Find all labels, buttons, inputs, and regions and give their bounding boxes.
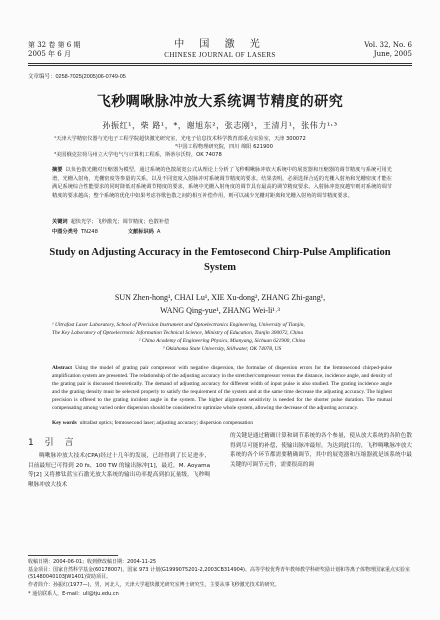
class-cn-label: 中图分类号: [52, 229, 78, 235]
paper-title-cn: 飞秒啁啾脉冲放大系统调节精度的研究: [96, 94, 344, 110]
footnote-contact: * 通信联系人，E-mail：ull@tju.edu.cn: [28, 591, 119, 597]
affiliation-cn-1: ¹天津大学精密仪器与光电子工程学院超快激光研究室，光电子信息技术科学教育部重点实验室，天津 300072: [54, 136, 306, 142]
section-heading-introduction: 1 引 言: [28, 438, 78, 448]
intro-column-left: 啁啾脉冲放大技术(CPA)经过十几年的发展，已经得到了长足进步，目前最短已可得到 20 fs，100 TW 的输出脉冲[1]，最近，M. Aoyama 等[2] 又将掺钛蓝宝石激光放大系统的输出功率提高到拍瓦量级。飞秒啁啾脉冲放大技术: [28, 453, 210, 488]
date-en: June, 2005: [373, 50, 412, 58]
affiliation-en-4: ³ Oklahoma State University, Stillwater, OK 74078, US: [162, 346, 282, 352]
keywords-en-text: ultrafast optics; femtosecond laser; adjusting accuracy; dispersion compensation: [79, 420, 253, 426]
keywords-cn-label: 关键词: [52, 219, 68, 225]
header-left: [28, 41, 81, 59]
header-rule: [28, 63, 412, 64]
affiliation-cn-3: ³美国俄克拉荷马州立大学电气与计算机工程系，斯蒂尔沃特，OK 74078: [54, 152, 222, 158]
intro-column-right: 的关键是通过精确计算和调节系统的各个参量，使从放大系统的各阶色散得到尽可能的补偿，使输出脉冲最短。为达到此目的，飞秒啁啾脉冲放大系统的各个环节都需要精确调节，其中的展宽器和压缩器就是该系统中最关键的可调节元件，需要很高的调: [230, 433, 412, 468]
abstract-cn: [52, 166, 392, 200]
footnote-rule: [28, 555, 118, 556]
abstract-cn-label: 摘要: [52, 167, 63, 173]
affiliation-en-3: ² China Academy of Engineering Physics, Mianyang, Sichuan 621900, China: [138, 338, 306, 344]
header-right: [364, 41, 412, 59]
journal-title-en: CHINESE JOURNAL OF LASERS: [164, 51, 276, 59]
keywords-en: [52, 420, 392, 426]
abstract-en-text: Using the model of grating pair compressor with negative dispersion, the formulae of dispersion errors for the femtosecond chirped-pulse amplification system are presented. The relationship of the adjusting accuracy in the stretcher/compressor versus the distance, incidence angle, and density of the grating pair is discussed theoretically. The demand of adjusting accuracy for different width of input pulse is also studied. The grating incidence angle and the grating density must be selected properly to satisfy the requirement of the system and at the same time decrease the adjusting accuracy. The highest precision is offered to the grating incident angle in the system. The higher alignment sensitivity is needed for the shorter pulse duration. The mutual compensating among varied order dispersion should be considered to optimize whole system, allowing the decrease of the adjusting accuracy.: [52, 365, 392, 411]
footnote-author-bio: 作者简介：孙振红(1977—)，男，河北人，天津大学超快激光研究室博士研究生，主要从事飞秒激光技术的研究。: [28, 582, 280, 588]
journal-title-cn: 中 国 激 光: [174, 39, 266, 50]
authors-en-line2: WANG Qing-yue¹, ZHANG Wei-li¹˒³: [160, 306, 280, 315]
doc-code-value: A: [156, 229, 161, 235]
abstract-cn-text: 以负色散光栅对压缩器为模型，通过系统的色散展宽公式从理论上分析了飞秒啁啾脉冲放大系统中的展宽器和压缩器的调节精度与系统可用光谱，光栅入射角，光栅密度等参量的关系，以及不同宽度入射脉冲对系统调节精度的要求。结果表明，必须选择合适的光栅入射角和光栅密度才能在满足系统综合性能要求的同时降低对系统调节精度的要求，系统中光栅入射角度的调节具有最高的调节精度要求。入射脉冲宽度越窄则对系统的调节精度的要求越高；整个系统的优化中如果考虑谷歌色散之间的相互补偿作用，则可以减少光栅对距离和光栅入射角的调节精度要求。: [52, 167, 392, 199]
affiliation-en-1: ¹ Ultrafast Laser Laboratory, School of Precision Instrument and Optoelectronics Engineering, University of Tianjin,: [52, 322, 305, 328]
classification-cn: [52, 228, 392, 235]
volume-issue: 第 32 卷 第 6 期: [28, 41, 81, 49]
abstract-en-label: Abstract: [52, 365, 73, 371]
abstract-en: [52, 364, 392, 412]
affiliation-en-2: The Key Laboratory of Optoelectronic Information Technical Science, Ministry of Education, Tianjin 300072, China: [52, 330, 304, 336]
footnote-funding: 基金项目：国家自然科学基金(60178007)，国家 973 计划(G1999075201-2,2003CB314904)、高等学校优秀青年教师教学科研奖励计划和等离子体物理国家重点实验室(51480040103JW1401)资助项目。: [28, 567, 410, 580]
footnote-received: 收稿日期：2004-06-01；收到修改稿日期：2004-11-25: [28, 559, 157, 565]
keywords-cn: [52, 218, 392, 225]
keywords-en-label: Key words: [52, 420, 77, 426]
date-cn: 2005 年 6 月: [28, 50, 71, 58]
volume-en: Vol. 32, No. 6: [364, 41, 412, 49]
paper-title-en: Study on Adjusting Accuracy in the Femtosecond Chirp-Pulse Amplification System: [49, 247, 391, 273]
keywords-cn-text: 超快光学；飞秒激光；调节精度；色散补偿: [70, 219, 170, 225]
authors-cn: 孙振红¹，柴 路¹，*，谢旭东²，张志刚¹，王清月¹，张伟力¹˒³: [102, 121, 338, 130]
affiliation-cn-2: ²中国工程物理研究院，四川 绵阳 621900: [175, 144, 273, 150]
authors-en-line1: SUN Zhen-hong¹, CHAI Lu¹, XIE Xu-dong², ZHANG Zhi-gang¹,: [114, 293, 326, 302]
article-number: 文章编号：0258-7025(2005)06-0749-05: [28, 74, 126, 80]
header-rule-thin: [28, 65, 412, 66]
class-cn-value: TN248: [80, 229, 98, 235]
header-center: [140, 39, 300, 60]
doc-code-label: 文献标识码: [127, 229, 154, 235]
